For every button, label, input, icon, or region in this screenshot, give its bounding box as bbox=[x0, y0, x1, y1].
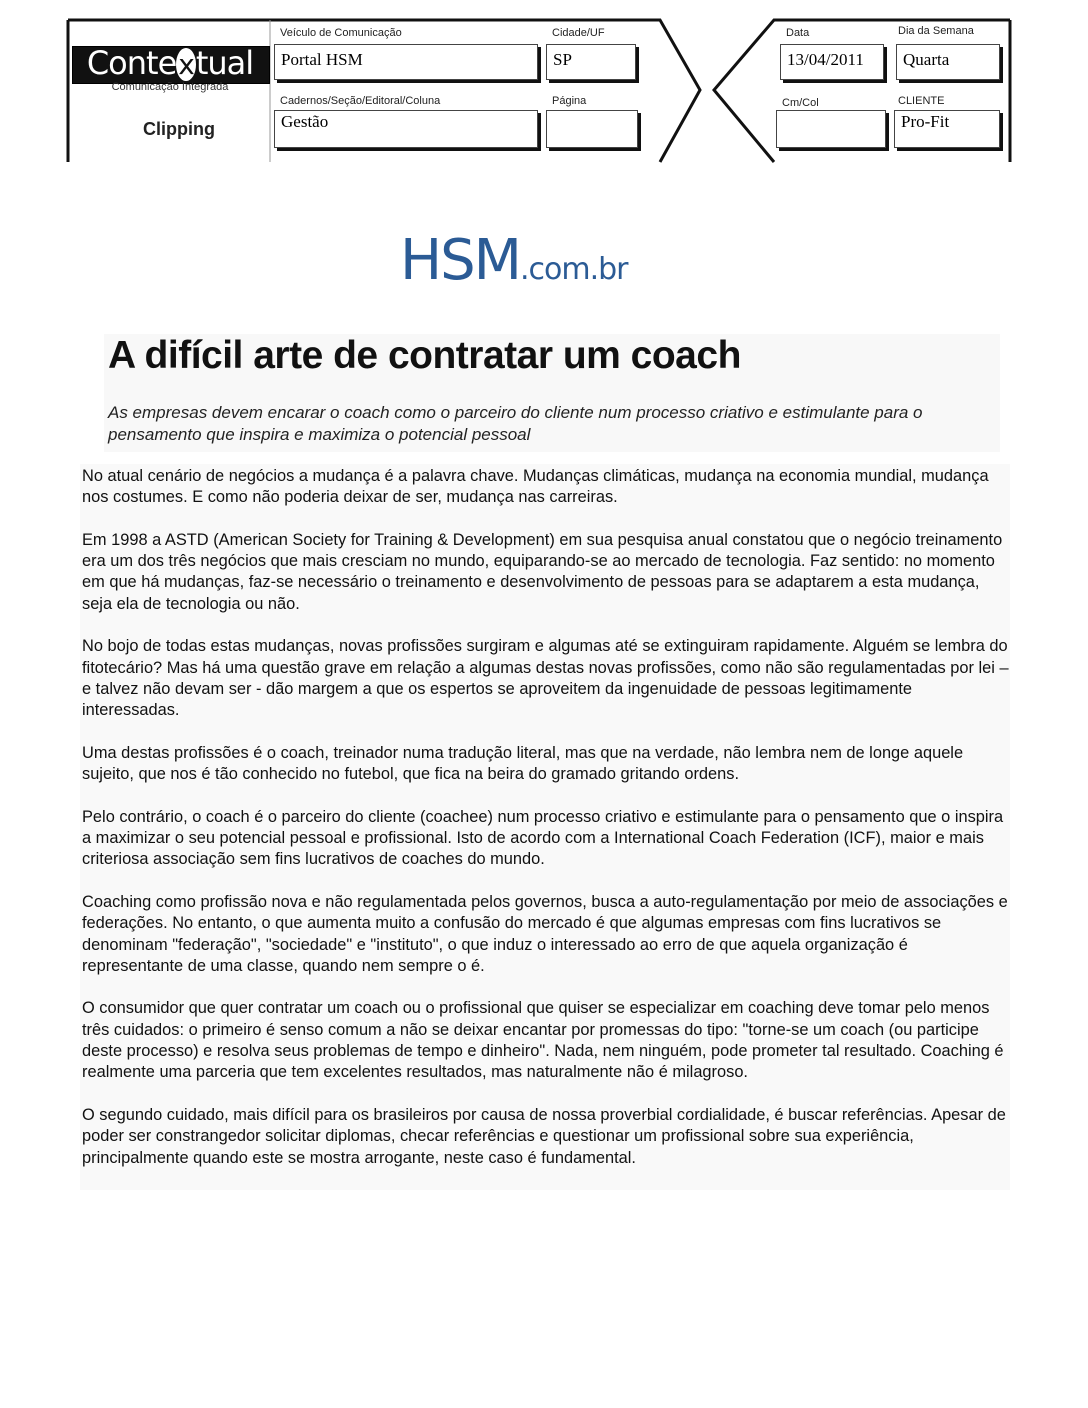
data-label: Data bbox=[786, 27, 810, 39]
paragraph: O consumidor que quer contratar um coach ou o profissional que quiser se especializar em coaching deve tomar pelo menos três cuidados: o primeiro é senso comum a não se deixar encantar por promessas do tipo: "torne-se um coach (ou participe deste processo) e resolva seus problemas de tempo e dinheiro". Nada, nem ninguém, pode prometer tal resultado. Coaching é realmente uma parceria que tem excelentes resultados, mas naturalmente não é milagroso. bbox=[82, 999, 1004, 1082]
cadernos-label: Cadernos/Seção/Editoral/Coluna bbox=[280, 95, 441, 107]
hsm-logo-brand: HSM bbox=[400, 228, 520, 293]
veiculo-label: Veículo de Comunicação bbox=[280, 27, 402, 39]
cidade-label: Cidade/UF bbox=[552, 27, 605, 39]
cadernos-field: Gestão bbox=[274, 110, 538, 148]
article-body bbox=[82, 466, 1010, 1190]
article-title: A difícil arte de contratar um coach bbox=[108, 334, 741, 377]
data-field: 13/04/2011 bbox=[780, 44, 884, 80]
hsm-logo-suffix: .com.br bbox=[519, 252, 628, 287]
paragraph: No atual cenário de negócios a mudança é a palavra chave. Mudanças climáticas, mudança na economia mundial, mudança nos costumes. E como não poderia deixar de ser, mudança nas carreiras. bbox=[82, 467, 989, 507]
dia-label: Dia da Semana bbox=[898, 25, 974, 37]
pagina-label: Página bbox=[552, 95, 587, 107]
clipping-label: Clipping bbox=[143, 119, 215, 139]
paragraph: No bojo de todas estas mudanças, novas profissões surgiram e algumas até se extinguiram rapidamente. Alguém se lembra do fitotecário? Mas há uma questão grave em relação a algumas destas novas profissões, como não são regulamentadas por lei – e talvez não devam ser - dão margem a que os espertos se aproveitem da ingenuidade de pessoas legitimamente interessadas. bbox=[82, 637, 1009, 720]
contextual-logo: Contextual bbox=[86, 44, 254, 82]
cmcol-label: Cm/Col bbox=[782, 97, 819, 109]
paragraph: Uma destas profissões é o coach, treinador numa tradução literal, mas que na verdade, não lembra nem de longe aquele sujeito, que nos é tão conhecido no futebol, que fica na beira do gramado gritando ordens. bbox=[82, 743, 964, 784]
paragraph: O segundo cuidado, mais difícil para os brasileiros por causa de nossa proverbial cordialidade, é buscar referências. Apesar de poder ser constrangedor solicitar diplomas, checar referências e questionar um profissional sobre sua experiência, principalmente quando este se mostra arrogante, neste caso é fundamental. bbox=[82, 1105, 1006, 1167]
cliente-field: Pro-Fit bbox=[894, 110, 1000, 148]
paragraph: Coaching como profissão nova e não regulamentada pelos governos, busca a auto-regulamentação por meio de associações e federações. No entanto, o que aumenta muito a confusão do mercado é que algumas empresas com fins lucrativos se denominam "federação", "sociedade" e "instituto", o que induz o interessado ao erro de que aquela organização é representante de uma classe, quando nem sempre o é. bbox=[82, 892, 1008, 975]
cidade-field: SP bbox=[546, 44, 636, 80]
article-subtitle: As empresas devem encarar o coach como o parceiro do cliente num processo criativo e estimulante para o pensamento que inspira e maximiza o potencial pessoal bbox=[108, 403, 923, 444]
cmcol-field bbox=[776, 110, 886, 148]
logo-tagline: Comunicação Integrada bbox=[111, 81, 229, 93]
dia-field: Quarta bbox=[896, 44, 1000, 80]
paragraph: Em 1998 a ASTD (American Society for Training & Development) em sua pesquisa anual constatou que o negócio treinamento era um dos três negócios que mais cresciam no mundo, equiparando-se ao mercado de tecnologia. Faz sentido: no momento em que há mudanças, faz-se necessário o treinamento e desenvolvimento de pessoas para se adaptarem a esta mudança, seja ela de tecnologia ou não. bbox=[82, 530, 1003, 613]
clipping-header bbox=[64, 18, 1014, 164]
pagina-field bbox=[546, 110, 638, 148]
hsm-logo bbox=[400, 228, 628, 293]
veiculo-field: Portal HSM bbox=[274, 44, 538, 80]
cliente-label: CLIENTE bbox=[898, 95, 945, 107]
paragraph: Pelo contrário, o coach é o parceiro do cliente (coachee) num processo criativo e estimulante para o pensamento que o inspira a maximizar o seu potencial pessoal e profissional. Isto de acordo com a International Coach Federation (ICF), maior e mais criteriosa associação sem fins lucrativos de coaches do mundo. bbox=[82, 807, 1004, 869]
